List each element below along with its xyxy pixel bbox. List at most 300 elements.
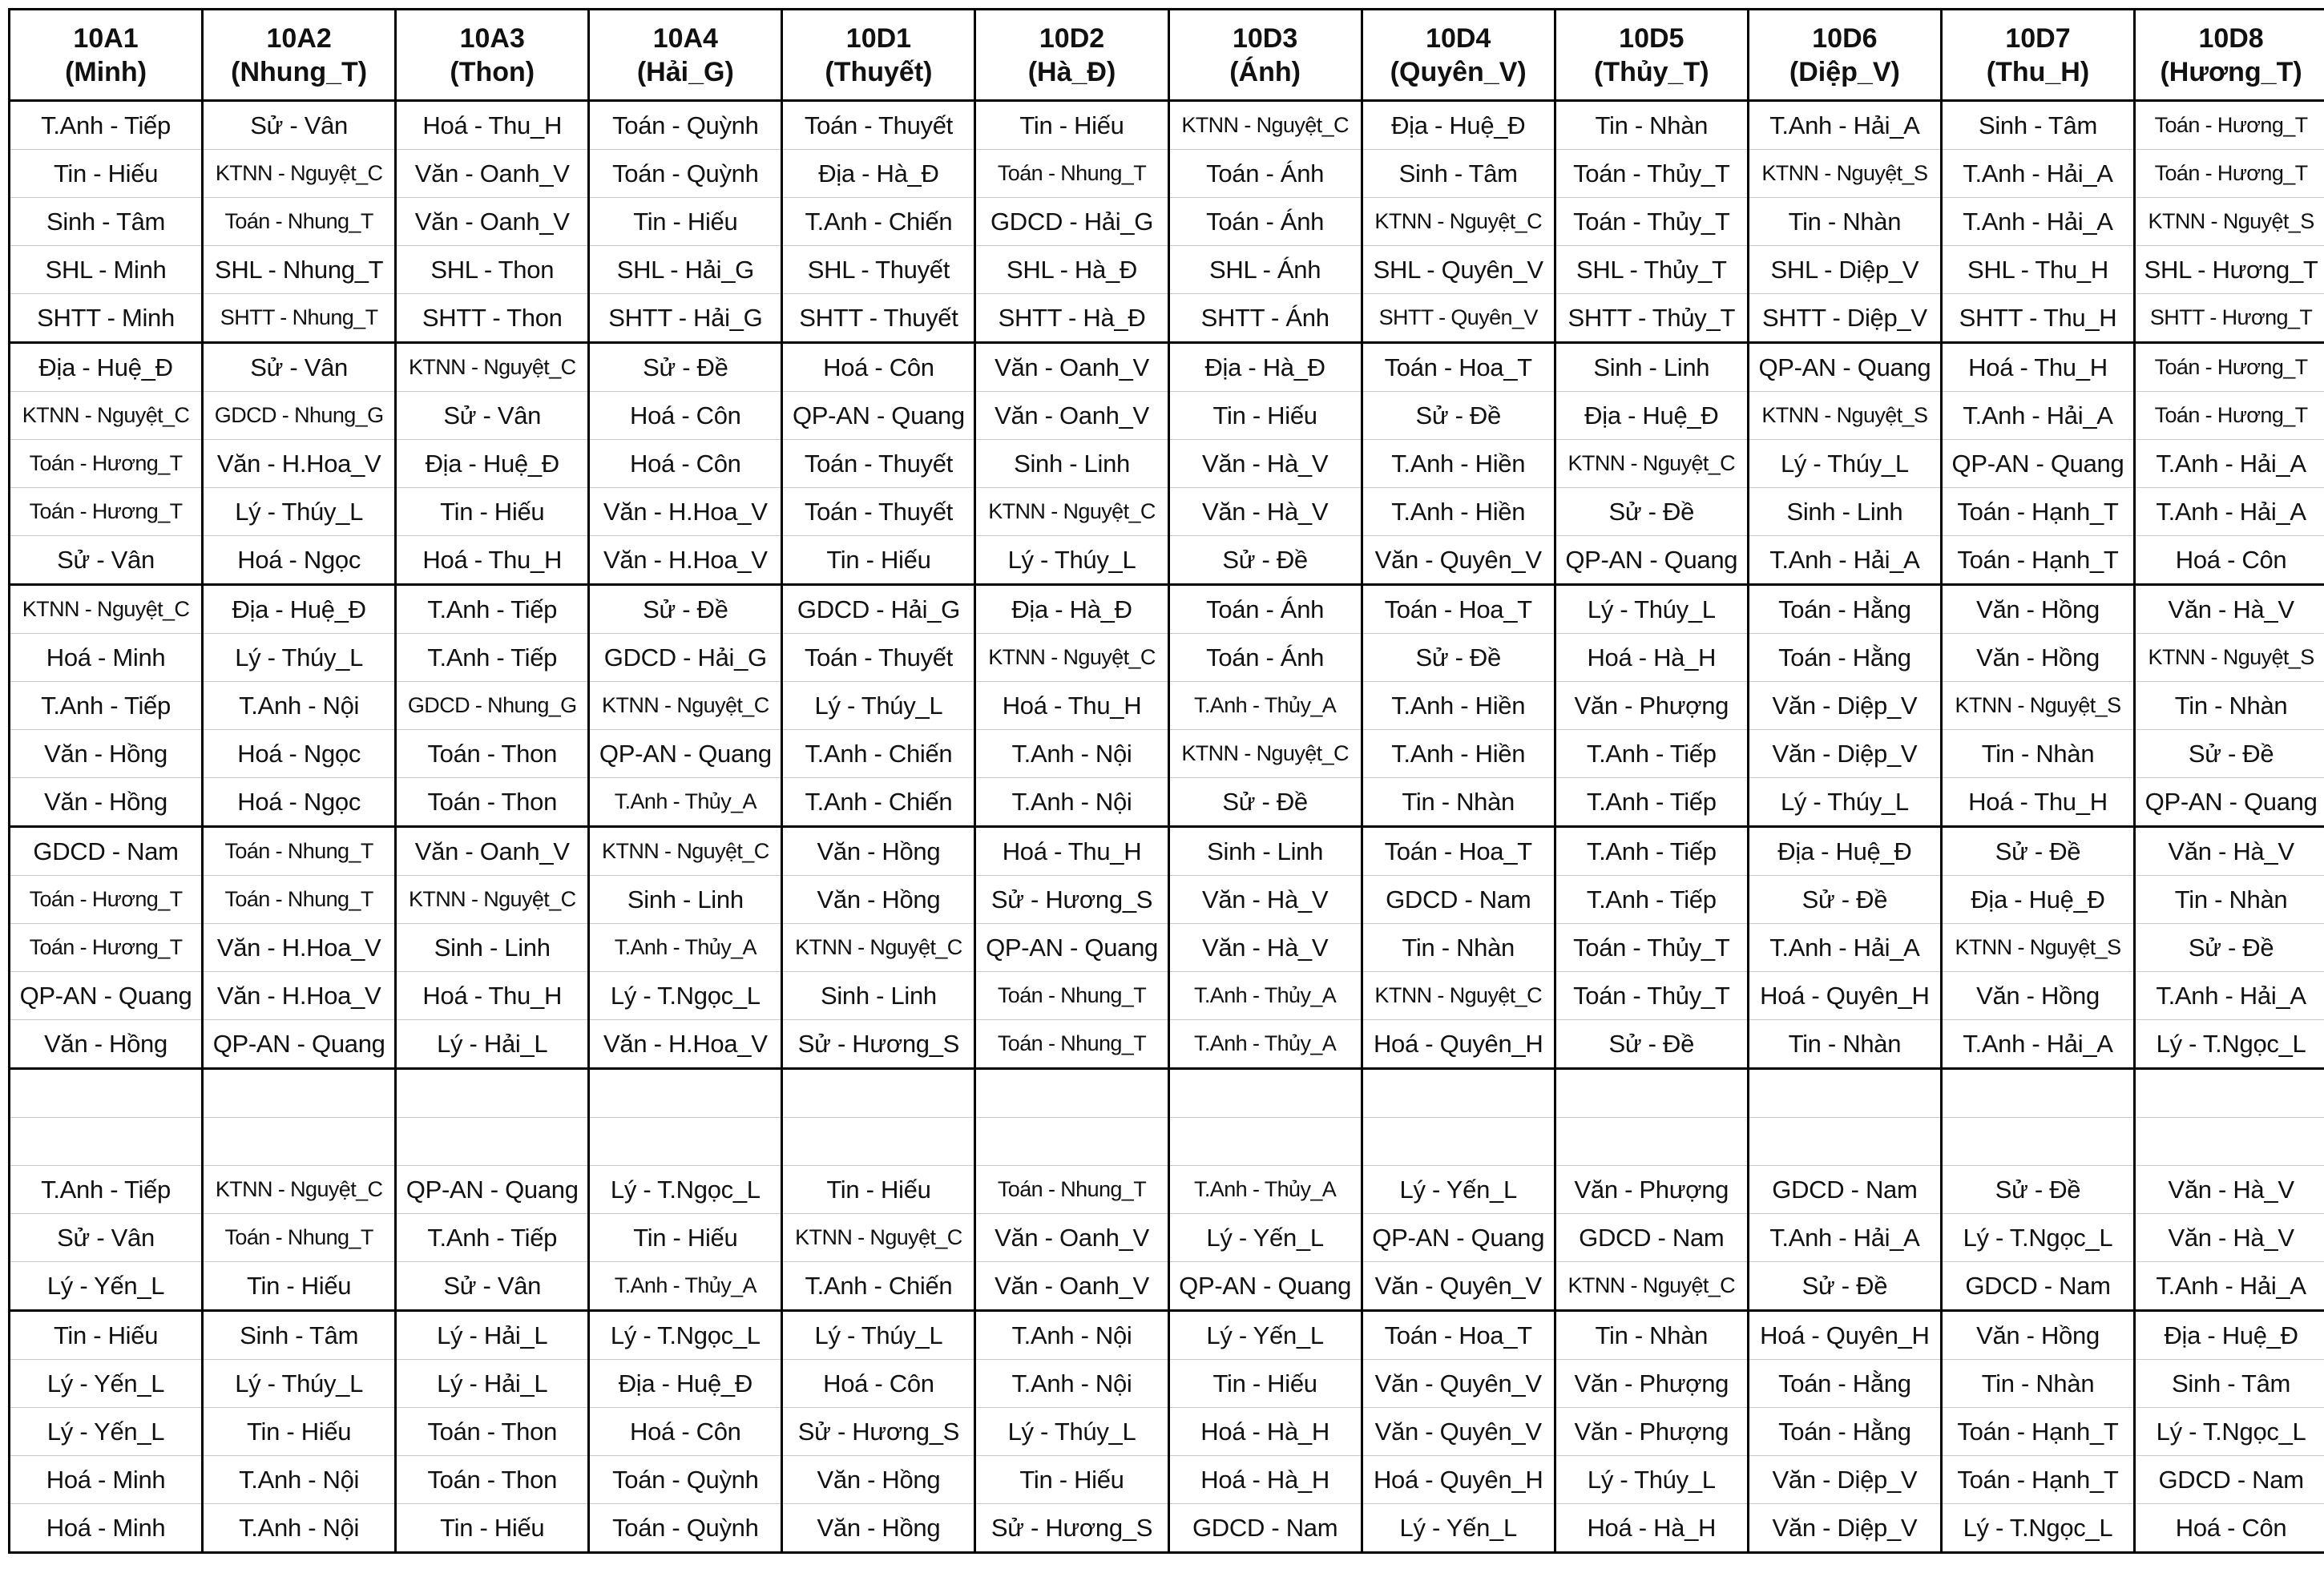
- period-row: [10, 827, 2324, 876]
- lesson-cell: Sử - Đề: [1748, 1262, 1941, 1311]
- lesson-cell: KTNN - Nguyệt_C: [1362, 972, 1555, 1020]
- lesson-cell: Hoá - Quyên_H: [1748, 972, 1941, 1020]
- lesson-cell: Văn - Hồng: [10, 1020, 203, 1069]
- lesson-cell: Sinh - Linh: [1748, 488, 1941, 536]
- lesson-cell: GDCD - Nam: [1941, 1262, 2134, 1311]
- homeroom-teacher: (Hương_T): [2160, 56, 2302, 87]
- lesson-cell: GDCD - Nam: [1555, 1214, 1748, 1262]
- lesson-cell: Toán - Nhung_T: [975, 150, 1168, 198]
- lesson-cell: Văn - Diệp_V: [1748, 730, 1941, 778]
- lesson-cell: Tin - Hiếu: [1168, 392, 1362, 440]
- lesson-cell: Địa - Huệ_Đ: [1748, 827, 1941, 876]
- lesson-cell: Địa - Huệ_Đ: [2135, 1311, 2324, 1360]
- lesson-cell: Hoá - Quyên_H: [1748, 1311, 1941, 1360]
- lesson-cell: T.Anh - Hải_A: [1748, 924, 1941, 972]
- lesson-cell: T.Anh - Chiến: [782, 730, 975, 778]
- lesson-cell: SHTT - Thu_H: [1941, 294, 2134, 343]
- lesson-cell: Toán - Nhung_T: [975, 1020, 1168, 1069]
- homeroom-teacher: (Ánh): [1229, 56, 1301, 87]
- lesson-cell: KTNN - Nguyệt_C: [975, 634, 1168, 682]
- lesson-cell: Hoá - Hà_H: [1555, 1504, 1748, 1553]
- lesson-cell: Toán - Ánh: [1168, 198, 1362, 246]
- lesson-cell: T.Anh - Tiếp: [1555, 876, 1748, 924]
- lesson-cell: Toán - Nhung_T: [203, 827, 396, 876]
- lesson-cell: Lý - Yến_L: [10, 1262, 203, 1311]
- lesson-cell: SHTT - Minh: [10, 294, 203, 343]
- lesson-cell: Lý - Thúy_L: [1748, 778, 1941, 827]
- lesson-cell: KTNN - Nguyệt_C: [589, 827, 782, 876]
- homeroom-teacher: (Nhung_T): [231, 56, 368, 87]
- lesson-cell: Toán - Nhung_T: [975, 972, 1168, 1020]
- lesson-cell: Lý - Thúy_L: [1555, 585, 1748, 634]
- lesson-cell: T.Anh - Hải_A: [1941, 1020, 2134, 1069]
- class-header: [1168, 10, 1362, 101]
- lesson-cell: [2135, 1118, 2324, 1166]
- class-code: 10A4: [652, 22, 718, 54]
- lesson-cell: KTNN - Nguyệt_C: [975, 488, 1168, 536]
- lesson-cell: Lý - Yến_L: [1362, 1166, 1555, 1214]
- lesson-cell: Toán - Ánh: [1168, 150, 1362, 198]
- lesson-cell: [1555, 1069, 1748, 1118]
- lesson-cell: Toán - Thủy_T: [1555, 972, 1748, 1020]
- lesson-cell: KTNN - Nguyệt_C: [10, 585, 203, 634]
- lesson-cell: Văn - Hồng: [782, 827, 975, 876]
- lesson-cell: KTNN - Nguyệt_C: [1168, 730, 1362, 778]
- lesson-cell: Toán - Thủy_T: [1555, 198, 1748, 246]
- lesson-cell: Sinh - Tâm: [2135, 1360, 2324, 1408]
- lesson-cell: KTNN - Nguyệt_S: [1941, 924, 2134, 972]
- lesson-cell: T.Anh - Hiền: [1362, 682, 1555, 730]
- lesson-cell: QP-AN - Quang: [2135, 778, 2324, 827]
- lesson-cell: GDCD - Nhung_G: [203, 392, 396, 440]
- period-row: [10, 198, 2324, 246]
- lesson-cell: Sử - Đề: [589, 585, 782, 634]
- lesson-cell: T.Anh - Thủy_A: [1168, 1166, 1362, 1214]
- period-row: [10, 101, 2324, 150]
- lesson-cell: Toán - Nhung_T: [203, 198, 396, 246]
- lesson-cell: T.Anh - Tiếp: [10, 1166, 203, 1214]
- class-header: [203, 10, 396, 101]
- lesson-cell: SHTT - Quyên_V: [1362, 294, 1555, 343]
- lesson-cell: KTNN - Nguyệt_C: [203, 1166, 396, 1214]
- lesson-cell: Hoá - Côn: [2135, 1504, 2324, 1553]
- period-row: [10, 1262, 2324, 1311]
- lesson-cell: KTNN - Nguyệt_S: [1748, 150, 1941, 198]
- lesson-cell: Lý - Yến_L: [10, 1360, 203, 1408]
- lesson-cell: Sử - Hương_S: [975, 1504, 1168, 1553]
- lesson-cell: T.Anh - Nội: [203, 1504, 396, 1553]
- class-code: 10D1: [845, 22, 912, 54]
- lesson-cell: SHL - Ánh: [1168, 246, 1362, 294]
- homeroom-teacher: (Hà_Đ): [1027, 56, 1116, 87]
- lesson-cell: Văn - Hồng: [1941, 634, 2134, 682]
- lesson-cell: Văn - Hồng: [1941, 972, 2134, 1020]
- period-row: [10, 634, 2324, 682]
- lesson-cell: Tin - Nhàn: [1362, 924, 1555, 972]
- lesson-cell: Sử - Đề: [1362, 392, 1555, 440]
- lesson-cell: Lý - Yến_L: [1168, 1311, 1362, 1360]
- lesson-cell: Văn - Oanh_V: [975, 343, 1168, 392]
- lesson-cell: Văn - Oanh_V: [396, 150, 589, 198]
- lesson-cell: Sử - Vân: [203, 101, 396, 150]
- lesson-cell: Toán - Hương_T: [10, 876, 203, 924]
- class-code: 10D3: [1232, 22, 1298, 54]
- lesson-cell: Sử - Hương_S: [782, 1408, 975, 1456]
- lesson-cell: Toán - Hương_T: [2135, 343, 2324, 392]
- lesson-cell: KTNN - Nguyệt_S: [1748, 392, 1941, 440]
- homeroom-teacher: (Thuyết): [825, 56, 933, 87]
- lesson-cell: KTNN - Nguyệt_C: [1555, 440, 1748, 488]
- homeroom-teacher: (Thu_H): [1986, 56, 2090, 87]
- lesson-cell: [975, 1069, 1168, 1118]
- lesson-cell: Tin - Hiếu: [782, 536, 975, 585]
- lesson-cell: Hoá - Ngọc: [203, 536, 396, 585]
- lesson-cell: Hoá - Hà_H: [1168, 1408, 1362, 1456]
- lesson-cell: Văn - Quyên_V: [1362, 1262, 1555, 1311]
- period-row: [10, 1360, 2324, 1408]
- lesson-cell: Văn - Hà_V: [2135, 585, 2324, 634]
- lesson-cell: Hoá - Quyên_H: [1362, 1020, 1555, 1069]
- lesson-cell: Toán - Hương_T: [2135, 150, 2324, 198]
- lesson-cell: Toán - Thon: [396, 730, 589, 778]
- class-header: [589, 10, 782, 101]
- lesson-cell: [1362, 1069, 1555, 1118]
- lesson-cell: Toán - Thuyết: [782, 634, 975, 682]
- lesson-cell: KTNN - Nguyệt_C: [782, 1214, 975, 1262]
- lesson-cell: Sử - Đề: [1748, 876, 1941, 924]
- lesson-cell: SHL - Hải_G: [589, 246, 782, 294]
- lesson-cell: SHL - Quyên_V: [1362, 246, 1555, 294]
- lesson-cell: Tin - Hiếu: [203, 1262, 396, 1311]
- lesson-cell: SHTT - Hà_Đ: [975, 294, 1168, 343]
- lesson-cell: QP-AN - Quang: [589, 730, 782, 778]
- lesson-cell: KTNN - Nguyệt_S: [2135, 198, 2324, 246]
- lesson-cell: Hoá - Thu_H: [396, 101, 589, 150]
- lesson-cell: Toán - Thon: [396, 778, 589, 827]
- lesson-cell: Sinh - Linh: [1555, 343, 1748, 392]
- class-header: [2135, 10, 2324, 101]
- lesson-cell: [589, 1069, 782, 1118]
- lesson-cell: GDCD - Nhung_G: [396, 682, 589, 730]
- lesson-cell: Toán - Thuyết: [782, 440, 975, 488]
- lesson-cell: KTNN - Nguyệt_C: [589, 682, 782, 730]
- period-row: [10, 924, 2324, 972]
- lesson-cell: Hoá - Minh: [10, 1504, 203, 1553]
- lesson-cell: T.Anh - Hiền: [1362, 488, 1555, 536]
- lesson-cell: Lý - Thúy_L: [1555, 1456, 1748, 1504]
- lesson-cell: Toán - Hạnh_T: [1941, 1408, 2134, 1456]
- class-header: [1748, 10, 1941, 101]
- lesson-cell: KTNN - Nguyệt_S: [2135, 634, 2324, 682]
- lesson-cell: Hoá - Ngọc: [203, 730, 396, 778]
- lesson-cell: [1168, 1069, 1362, 1118]
- lesson-cell: GDCD - Nam: [1168, 1504, 1362, 1553]
- lesson-cell: Tin - Nhàn: [1748, 198, 1941, 246]
- lesson-cell: Lý - Yến_L: [1168, 1214, 1362, 1262]
- lesson-cell: Lý - T.Ngọc_L: [589, 1166, 782, 1214]
- lesson-cell: T.Anh - Thủy_A: [1168, 1020, 1362, 1069]
- lesson-cell: T.Anh - Tiếp: [396, 1214, 589, 1262]
- lesson-cell: Hoá - Thu_H: [1941, 778, 2134, 827]
- class-code: 10D6: [1812, 22, 1878, 54]
- lesson-cell: SHL - Thon: [396, 246, 589, 294]
- lesson-cell: Sinh - Tâm: [10, 198, 203, 246]
- lesson-cell: QP-AN - Quang: [1748, 343, 1941, 392]
- lesson-cell: Sử - Vân: [10, 536, 203, 585]
- lesson-cell: SHL - Thu_H: [1941, 246, 2134, 294]
- lesson-cell: T.Anh - Hải_A: [2135, 1262, 2324, 1311]
- lesson-cell: T.Anh - Hải_A: [1748, 1214, 1941, 1262]
- lesson-cell: QP-AN - Quang: [203, 1020, 396, 1069]
- lesson-cell: GDCD - Nam: [1748, 1166, 1941, 1214]
- lesson-cell: Toán - Ánh: [1168, 585, 1362, 634]
- lesson-cell: Toán - Hương_T: [10, 488, 203, 536]
- lesson-cell: Văn - Hà_V: [1168, 924, 1362, 972]
- lesson-cell: T.Anh - Hải_A: [2135, 972, 2324, 1020]
- lesson-cell: Lý - Thúy_L: [975, 536, 1168, 585]
- lesson-cell: Lý - Thúy_L: [1748, 440, 1941, 488]
- lesson-cell: Lý - T.Ngọc_L: [2135, 1020, 2324, 1069]
- lesson-cell: Toán - Hoa_T: [1362, 1311, 1555, 1360]
- lesson-cell: Sinh - Tâm: [1941, 101, 2134, 150]
- lesson-cell: QP-AN - Quang: [396, 1166, 589, 1214]
- lesson-cell: [10, 1069, 203, 1118]
- lesson-cell: Văn - H.Hoa_V: [203, 924, 396, 972]
- lesson-cell: Hoá - Côn: [2135, 536, 2324, 585]
- lesson-cell: Tin - Nhàn: [1362, 778, 1555, 827]
- lesson-cell: Hoá - Minh: [10, 1456, 203, 1504]
- lesson-cell: T.Anh - Tiếp: [10, 682, 203, 730]
- class-header-row: [10, 10, 2324, 101]
- lesson-cell: SHL - Minh: [10, 246, 203, 294]
- lesson-cell: T.Anh - Nội: [975, 778, 1168, 827]
- lesson-cell: T.Anh - Tiếp: [1555, 778, 1748, 827]
- lesson-cell: Lý - Hải_L: [396, 1311, 589, 1360]
- lesson-cell: QP-AN - Quang: [1362, 1214, 1555, 1262]
- lesson-cell: Hoá - Thu_H: [1941, 343, 2134, 392]
- lesson-cell: Địa - Huệ_Đ: [396, 440, 589, 488]
- lesson-cell: [10, 1118, 203, 1166]
- lesson-cell: SHL - Nhung_T: [203, 246, 396, 294]
- lesson-cell: Văn - Hồng: [10, 778, 203, 827]
- lesson-cell: Lý - Thúy_L: [203, 488, 396, 536]
- lesson-cell: T.Anh - Tiếp: [1555, 730, 1748, 778]
- lesson-cell: Văn - Hồng: [1941, 1311, 2134, 1360]
- lesson-cell: Sử - Đề: [2135, 730, 2324, 778]
- lesson-cell: Văn - Hồng: [782, 1504, 975, 1553]
- timetable: [8, 8, 2324, 1554]
- lesson-cell: SHL - Hà_Đ: [975, 246, 1168, 294]
- lesson-cell: T.Anh - Nội: [975, 1311, 1168, 1360]
- timetable-body: [10, 101, 2324, 1553]
- lesson-cell: Toán - Nhung_T: [975, 1166, 1168, 1214]
- lesson-cell: Toán - Hạnh_T: [1941, 1456, 2134, 1504]
- lesson-cell: Văn - H.Hoa_V: [589, 488, 782, 536]
- lesson-cell: Văn - Hà_V: [2135, 1214, 2324, 1262]
- lesson-cell: Toán - Nhung_T: [203, 1214, 396, 1262]
- lesson-cell: T.Anh - Tiếp: [10, 101, 203, 150]
- lesson-cell: QP-AN - Quang: [975, 924, 1168, 972]
- lesson-cell: Văn - Phượng: [1555, 1408, 1748, 1456]
- period-row: [10, 1118, 2324, 1166]
- lesson-cell: Sử - Vân: [203, 343, 396, 392]
- lesson-cell: [1748, 1118, 1941, 1166]
- lesson-cell: T.Anh - Thủy_A: [589, 1262, 782, 1311]
- period-row: [10, 1456, 2324, 1504]
- period-row: [10, 972, 2324, 1020]
- lesson-cell: KTNN - Nguyệt_C: [782, 924, 975, 972]
- lesson-cell: Toán - Hoa_T: [1362, 827, 1555, 876]
- period-row: [10, 730, 2324, 778]
- period-row: [10, 876, 2324, 924]
- lesson-cell: [1555, 1118, 1748, 1166]
- lesson-cell: T.Anh - Tiếp: [1555, 827, 1748, 876]
- lesson-cell: Văn - H.Hoa_V: [589, 1020, 782, 1069]
- lesson-cell: Văn - Hà_V: [1168, 488, 1362, 536]
- homeroom-teacher: (Diệp_V): [1789, 56, 1900, 87]
- lesson-cell: KTNN - Nguyệt_S: [1941, 682, 2134, 730]
- lesson-cell: Tin - Hiếu: [203, 1408, 396, 1456]
- lesson-cell: SHTT - Thon: [396, 294, 589, 343]
- lesson-cell: Toán - Hạnh_T: [1941, 488, 2134, 536]
- class-header: [975, 10, 1168, 101]
- lesson-cell: Tin - Nhàn: [1941, 730, 2134, 778]
- lesson-cell: T.Anh - Nội: [203, 682, 396, 730]
- lesson-cell: [1362, 1118, 1555, 1166]
- lesson-cell: Tin - Nhàn: [1555, 1311, 1748, 1360]
- lesson-cell: Toán - Thủy_T: [1555, 150, 1748, 198]
- lesson-cell: Hoá - Thu_H: [975, 682, 1168, 730]
- lesson-cell: T.Anh - Chiến: [782, 778, 975, 827]
- lesson-cell: Hoá - Hà_H: [1555, 634, 1748, 682]
- lesson-cell: KTNN - Nguyệt_C: [396, 343, 589, 392]
- lesson-cell: Địa - Hà_Đ: [1168, 343, 1362, 392]
- period-row: [10, 585, 2324, 634]
- lesson-cell: Sinh - Linh: [782, 972, 975, 1020]
- lesson-cell: T.Anh - Chiến: [782, 1262, 975, 1311]
- lesson-cell: [1748, 1069, 1941, 1118]
- lesson-cell: Văn - Hồng: [1941, 585, 2134, 634]
- period-row: [10, 778, 2324, 827]
- lesson-cell: Văn - Quyên_V: [1362, 1360, 1555, 1408]
- lesson-cell: Sử - Đề: [1555, 488, 1748, 536]
- lesson-cell: Văn - Oanh_V: [396, 827, 589, 876]
- lesson-cell: QP-AN - Quang: [1941, 440, 2134, 488]
- lesson-cell: Hoá - Côn: [782, 1360, 975, 1408]
- lesson-cell: T.Anh - Nội: [975, 730, 1168, 778]
- lesson-cell: Hoá - Côn: [589, 440, 782, 488]
- lesson-cell: Hoá - Côn: [589, 1408, 782, 1456]
- lesson-cell: T.Anh - Hải_A: [1941, 392, 2134, 440]
- lesson-cell: T.Anh - Hải_A: [1941, 198, 2134, 246]
- lesson-cell: Sử - Vân: [10, 1214, 203, 1262]
- lesson-cell: Toán - Hương_T: [2135, 392, 2324, 440]
- lesson-cell: Toán - Hằng: [1748, 585, 1941, 634]
- lesson-cell: Sử - Vân: [396, 392, 589, 440]
- lesson-cell: Toán - Thon: [396, 1408, 589, 1456]
- lesson-cell: Sử - Đề: [1362, 634, 1555, 682]
- lesson-cell: T.Anh - Tiếp: [396, 585, 589, 634]
- lesson-cell: Sử - Đề: [2135, 924, 2324, 972]
- lesson-cell: T.Anh - Thủy_A: [589, 924, 782, 972]
- class-code: 10A2: [266, 22, 332, 54]
- lesson-cell: Sử - Hương_S: [975, 876, 1168, 924]
- lesson-cell: Toán - Hương_T: [10, 924, 203, 972]
- lesson-cell: [203, 1118, 396, 1166]
- lesson-cell: SHL - Thủy_T: [1555, 246, 1748, 294]
- period-row: [10, 392, 2324, 440]
- lesson-cell: [975, 1118, 1168, 1166]
- lesson-cell: GDCD - Hải_G: [589, 634, 782, 682]
- class-code: 10D7: [2005, 22, 2071, 54]
- lesson-cell: Tin - Nhàn: [1941, 1360, 2134, 1408]
- lesson-cell: T.Anh - Chiến: [782, 198, 975, 246]
- lesson-cell: Văn - H.Hoa_V: [203, 440, 396, 488]
- lesson-cell: Tin - Hiếu: [975, 1456, 1168, 1504]
- period-row: [10, 150, 2324, 198]
- lesson-cell: Hoá - Quyên_H: [1362, 1456, 1555, 1504]
- lesson-cell: [1168, 1118, 1362, 1166]
- lesson-cell: Sinh - Linh: [975, 440, 1168, 488]
- period-row: [10, 1020, 2324, 1069]
- lesson-cell: SHTT - Ánh: [1168, 294, 1362, 343]
- lesson-cell: Sử - Đề: [1168, 536, 1362, 585]
- lesson-cell: Sử - Đề: [1168, 778, 1362, 827]
- lesson-cell: Địa - Huệ_Đ: [1941, 876, 2134, 924]
- lesson-cell: Văn - H.Hoa_V: [589, 536, 782, 585]
- lesson-cell: Tin - Hiếu: [589, 1214, 782, 1262]
- lesson-cell: Toán - Hương_T: [2135, 101, 2324, 150]
- lesson-cell: Lý - T.Ngọc_L: [1941, 1214, 2134, 1262]
- period-row: [10, 294, 2324, 343]
- lesson-cell: Toán - Thuyết: [782, 101, 975, 150]
- class-header: [1362, 10, 1555, 101]
- lesson-cell: Lý - Thúy_L: [203, 1360, 396, 1408]
- lesson-cell: Hoá - Thu_H: [975, 827, 1168, 876]
- lesson-cell: Địa - Huệ_Đ: [1362, 101, 1555, 150]
- lesson-cell: Văn - Diệp_V: [1748, 1504, 1941, 1553]
- lesson-cell: Văn - Hà_V: [2135, 1166, 2324, 1214]
- lesson-cell: Văn - Phượng: [1555, 1166, 1748, 1214]
- lesson-cell: Toán - Nhung_T: [203, 876, 396, 924]
- lesson-cell: SHTT - Diệp_V: [1748, 294, 1941, 343]
- homeroom-teacher: (Quyên_V): [1390, 56, 1527, 87]
- period-row: [10, 1311, 2324, 1360]
- lesson-cell: Văn - Hà_V: [2135, 827, 2324, 876]
- lesson-cell: Tin - Hiếu: [975, 101, 1168, 150]
- lesson-cell: Văn - Oanh_V: [396, 198, 589, 246]
- lesson-cell: SHL - Diệp_V: [1748, 246, 1941, 294]
- lesson-cell: Toán - Ánh: [1168, 634, 1362, 682]
- class-header: [10, 10, 203, 101]
- lesson-cell: Hoá - Minh: [10, 634, 203, 682]
- period-row: [10, 1166, 2324, 1214]
- lesson-cell: [1941, 1118, 2134, 1166]
- lesson-cell: SHTT - Hải_G: [589, 294, 782, 343]
- lesson-cell: T.Anh - Hiền: [1362, 440, 1555, 488]
- class-header: [396, 10, 589, 101]
- lesson-cell: GDCD - Nam: [2135, 1456, 2324, 1504]
- lesson-cell: [1941, 1069, 2134, 1118]
- lesson-cell: Sử - Vân: [396, 1262, 589, 1311]
- lesson-cell: Văn - Hồng: [10, 730, 203, 778]
- lesson-cell: Địa - Huệ_Đ: [1555, 392, 1748, 440]
- lesson-cell: Văn - Hồng: [782, 1456, 975, 1504]
- lesson-cell: Sử - Đề: [1555, 1020, 1748, 1069]
- lesson-cell: T.Anh - Hải_A: [1748, 536, 1941, 585]
- lesson-cell: Sinh - Linh: [589, 876, 782, 924]
- lesson-cell: T.Anh - Nội: [203, 1456, 396, 1504]
